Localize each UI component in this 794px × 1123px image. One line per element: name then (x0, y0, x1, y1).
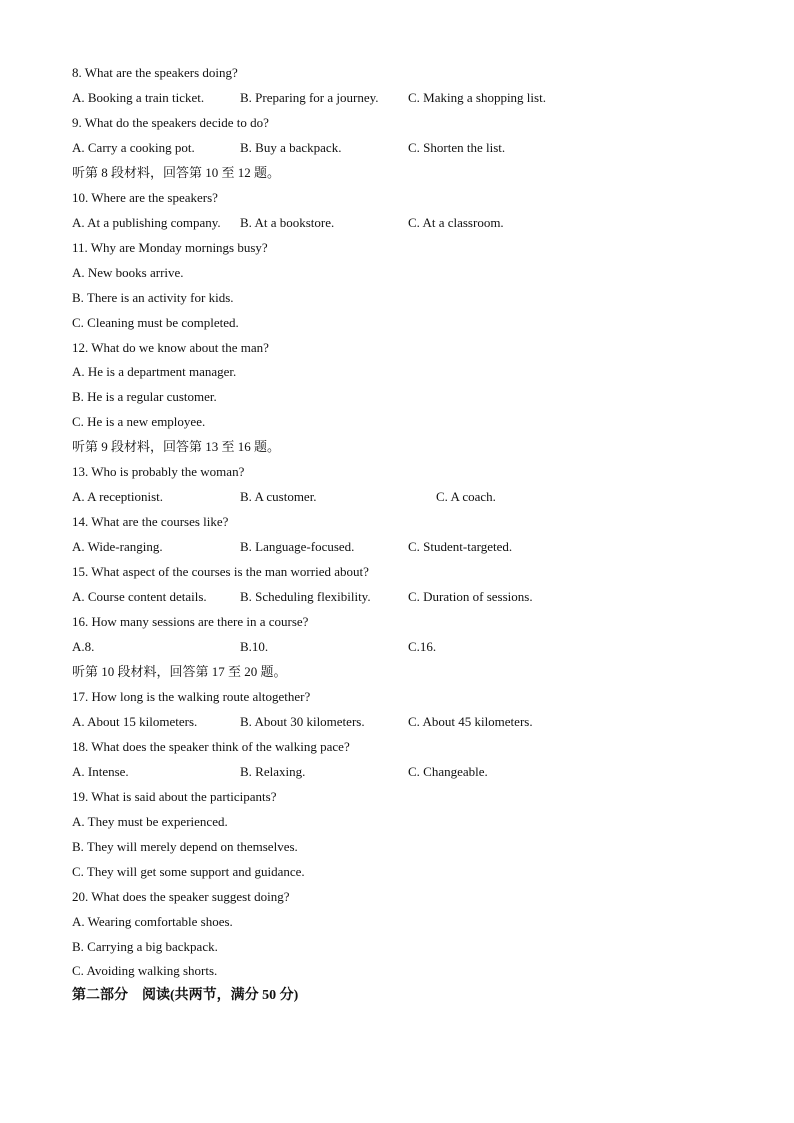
q14-options (72, 537, 754, 557)
q12-option-c: C. He is a new employee. (72, 414, 206, 429)
q12-option-a: A. He is a department manager. (72, 364, 237, 379)
q10-option-a: A. At a publishing company. (72, 215, 221, 230)
q17-option-b: B. About 30 kilometers. (240, 714, 365, 729)
q11-stem: 11. Why are Monday mornings busy? (72, 240, 268, 255)
q19-option-b: B. They will merely depend on themselves. (72, 839, 298, 854)
q19-option-c: C. They will get some support and guidance. (72, 864, 305, 879)
q16-option-a: A.8. (72, 639, 95, 654)
q12-stem: 12. What do we know about the man? (72, 340, 269, 355)
q13-stem: 13. Who is probably the woman? (72, 464, 245, 479)
q10-option-b: B. At a bookstore. (240, 215, 335, 230)
q18-option-c: C. Changeable. (408, 764, 488, 779)
q8-option-b: B. Preparing for a journey. (240, 90, 379, 105)
q15-option-b: B. Scheduling flexibility. (240, 589, 371, 604)
q20-option-b: B. Carrying a big backpack. (72, 939, 218, 954)
q8-options (72, 88, 754, 108)
q17-option-c: C. About 45 kilometers. (408, 714, 533, 729)
q13-options (72, 487, 754, 507)
q11-option-c: C. Cleaning must be completed. (72, 315, 239, 330)
q19-stem: 19. What is said about the participants? (72, 789, 277, 804)
q8-stem: 8. What are the speakers doing? (72, 65, 238, 80)
q20-stem: 20. What does the speaker suggest doing? (72, 889, 290, 904)
q15-option-a: A. Course content details. (72, 589, 207, 604)
q11-option-b: B. There is an activity for kids. (72, 290, 234, 305)
q13-option-c: C. A coach. (436, 489, 496, 504)
q16-stem: 16. How many sessions are there in a course? (72, 614, 309, 629)
q15-options (72, 587, 754, 607)
q17-option-a: A. About 15 kilometers. (72, 714, 198, 729)
q18-stem: 18. What does the speaker think of the walking pace? (72, 739, 350, 754)
passage-10-instruction: 听第 10 段材料，回答第 17 至 20 题。 (72, 664, 287, 679)
q9-options (72, 138, 754, 158)
q16-options (72, 637, 754, 657)
q16-option-c: C.16. (408, 639, 437, 654)
passage-8-instruction: 听第 8 段材料，回答第 10 至 12 题。 (72, 165, 281, 180)
q17-options (72, 712, 754, 732)
q10-options (72, 213, 754, 233)
part-two-heading: 第二部分 阅读(共两节，满分 50 分) (72, 988, 299, 1003)
passage-9-instruction: 听第 9 段材料，回答第 13 至 16 题。 (72, 439, 281, 454)
q14-stem: 14. What are the courses like? (72, 514, 229, 529)
q19-option-a: A. They must be experienced. (72, 814, 228, 829)
q8-option-c: C. Making a shopping list. (408, 90, 546, 105)
q18-option-b: B. Relaxing. (240, 764, 306, 779)
q10-stem: 10. Where are the speakers? (72, 190, 218, 205)
q14-option-a: A. Wide-ranging. (72, 539, 163, 554)
q14-option-c: C. Student-targeted. (408, 539, 513, 554)
q8-option-a: A. Booking a train ticket. (72, 90, 205, 105)
q15-stem: 15. What aspect of the courses is the man worried about? (72, 564, 369, 579)
q13-option-a: A. A receptionist. (72, 489, 163, 504)
q9-option-a: A. Carry a cooking pot. (72, 140, 195, 155)
q12-option-b: B. He is a regular customer. (72, 389, 217, 404)
q20-option-a: A. Wearing comfortable shoes. (72, 914, 233, 929)
q13-option-b: B. A customer. (240, 489, 317, 504)
q9-stem: 9. What do the speakers decide to do? (72, 115, 269, 130)
q10-option-c: C. At a classroom. (408, 215, 504, 230)
q20-option-c: C. Avoiding walking shorts. (72, 963, 218, 978)
q18-options (72, 762, 754, 782)
q18-option-a: A. Intense. (72, 764, 129, 779)
q14-option-b: B. Language-focused. (240, 539, 355, 554)
q11-option-a: A. New books arrive. (72, 265, 184, 280)
q17-stem: 17. How long is the walking route altogether? (72, 689, 311, 704)
q15-option-c: C. Duration of sessions. (408, 589, 533, 604)
q9-option-b: B. Buy a backpack. (240, 140, 342, 155)
q9-option-c: C. Shorten the list. (408, 140, 506, 155)
q16-option-b: B.10. (240, 639, 269, 654)
